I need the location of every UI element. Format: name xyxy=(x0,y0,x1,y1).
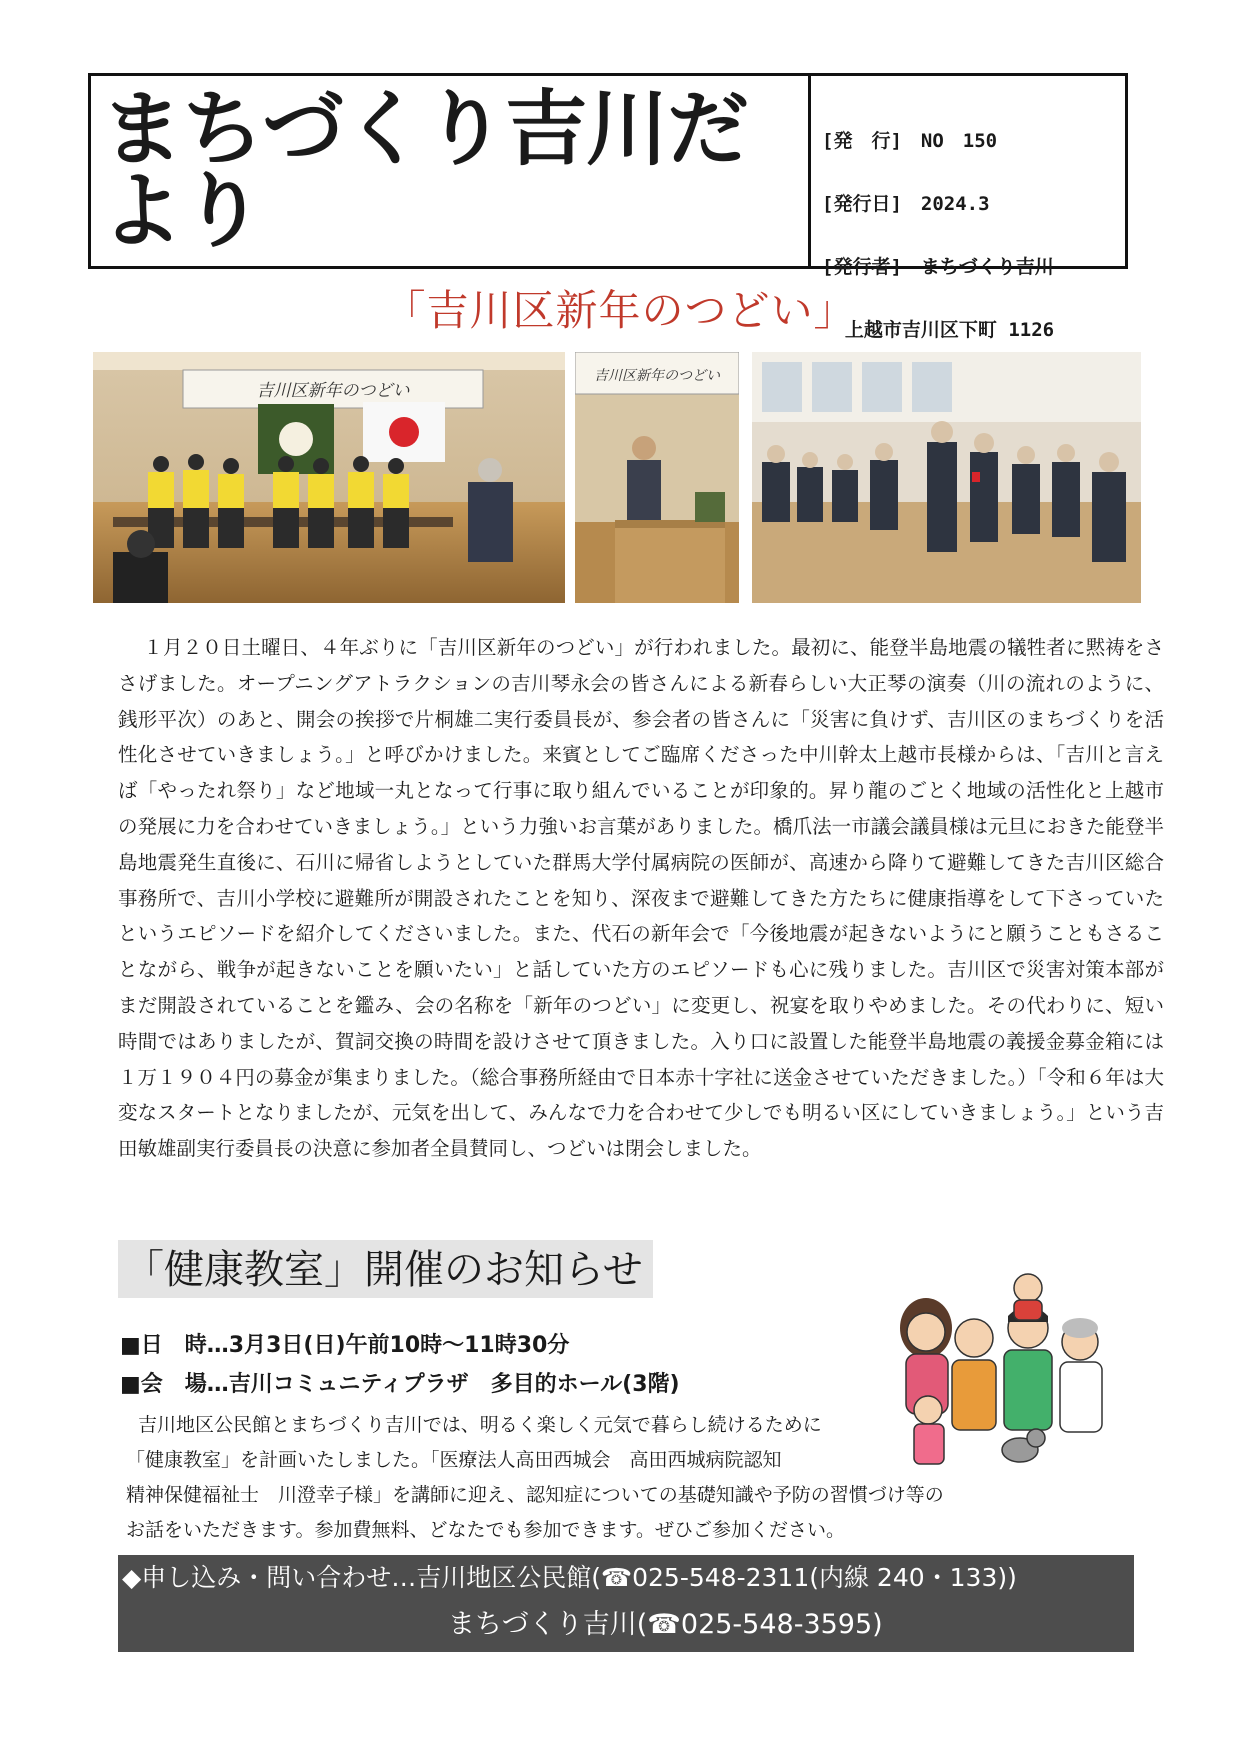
contact-line-2: まちづくり吉川(☎025-548-3595) xyxy=(448,1609,883,1640)
photo-hall-attendees xyxy=(752,352,1141,603)
info-line: 上越市吉川区下町 1126 xyxy=(822,319,1055,341)
newsletter-title: まちづくり吉川だより xyxy=(91,76,811,266)
info-line: [発行日] 2024.3 xyxy=(822,193,990,215)
health-venue: ■会 場…吉川コミュニティプラザ 多目的ホール(3階) xyxy=(120,1372,680,1397)
health-line: 精神保健福祉士 川澄幸子様」を講師に迎え、認知症についての基礎知識や予防の習慣づけ等の xyxy=(126,1484,944,1506)
contact-bar xyxy=(118,1555,1134,1652)
health-class-heading: 「健康教室」開催のお知らせ xyxy=(118,1240,653,1298)
info-line: [発行者] まちづくり吉川 xyxy=(822,256,1054,278)
photo-speaker-podium xyxy=(575,352,739,603)
event-title: 「吉川区新年のつどい」 xyxy=(383,286,857,335)
contact-line-1: ◆申し込み・問い合わせ…吉川地区公民館(☎025-548-2311(内線 240・133)) xyxy=(122,1563,1017,1592)
health-line: お話をいただきます。参加費無料、どなたでも参加できます。ぜひご参加ください。 xyxy=(126,1519,845,1541)
stage-banner-text: 吉川区新年のつどい xyxy=(256,381,410,401)
publication-info xyxy=(811,76,1125,341)
event-article: １月２０日土曜日、４年ぶりに「吉川区新年のつどい」が行われました。最初に、能登半島地震の犠牲者に黙祷をささげました。オープニングアトラクションの吉川琴永会の皆さんによる新春らしい大正琴の演奏（川の流れのように、銭形平次）のあと、開会の挨拶で片桐雄二実行委員長が、参会者の皆さんに「災害に負けず、吉川区のまちづくりを活性化させていきましょう。」と呼びかけました。来賓としてご臨席くださった中川幹太上越市長様からは、「吉川と言えば「やったれ祭り」など地域一丸となって行事に取り組んでいることが印象的。昇り龍のごとく地域の活性化と上越市の発展に力を合わせていきましょう。」という力強いお言葉がありました。橋爪法一市議会議員様は元旦におきた能登半島地震発生直後に、石川に帰省しようとしていた群馬大学付属病院の医師が、高速から降りて避難してきた吉川区総合事務所で、吉川小学校に避難所が開設されたことを知り、深夜まで避難してきた方たちに健康指導をして下さっていたというエピソードを紹介してくださいました。また、代石の新年会で「今後地震が起きないようにと願うこともさることながら、戦争が起きないことを願いたい」と話していた方のエピソードも心に残りました。吉川区で災害対策本部がまだ開設されていることを鑑み、会の名称を「新年のつどい」に変更し、祝宴を取りやめました。その代わりに、短い時間ではありましたが、賀詞交換の時間を設けさせて頂きました。入り口に設置した能登半島地震の義援金募金箱には１万１９０４円の募金が集まりました。（総合事務所経由で日本赤十字社に送金させていただきました。）「令和６年は大変なスタートとなりましたが、元気を出して、みんなで力を合わせて少しでも明るい区にしていきましょう。」という吉田敏雄副実行委員長の決意に参加者全員賛同し、つどいは閉会しました。 xyxy=(118,636,1164,1161)
health-line: 吉川地区公民館とまちづくり吉川では、明るく楽しく元気で暮らし続けるために xyxy=(138,1414,822,1436)
health-date: ■日 時…3月3日(日)午前10時～11時30分 xyxy=(120,1333,570,1358)
photo-koto-performance xyxy=(93,352,565,603)
info-line: [発 行] NO 150 xyxy=(822,130,998,152)
stage-banner-text-2: 吉川区新年のつどい xyxy=(594,368,720,384)
family-illustration xyxy=(888,1270,1110,1470)
health-line: 「健康教室」を計画いたしました。「医療法人高田西城会 高田西城病院認知 xyxy=(126,1449,782,1471)
